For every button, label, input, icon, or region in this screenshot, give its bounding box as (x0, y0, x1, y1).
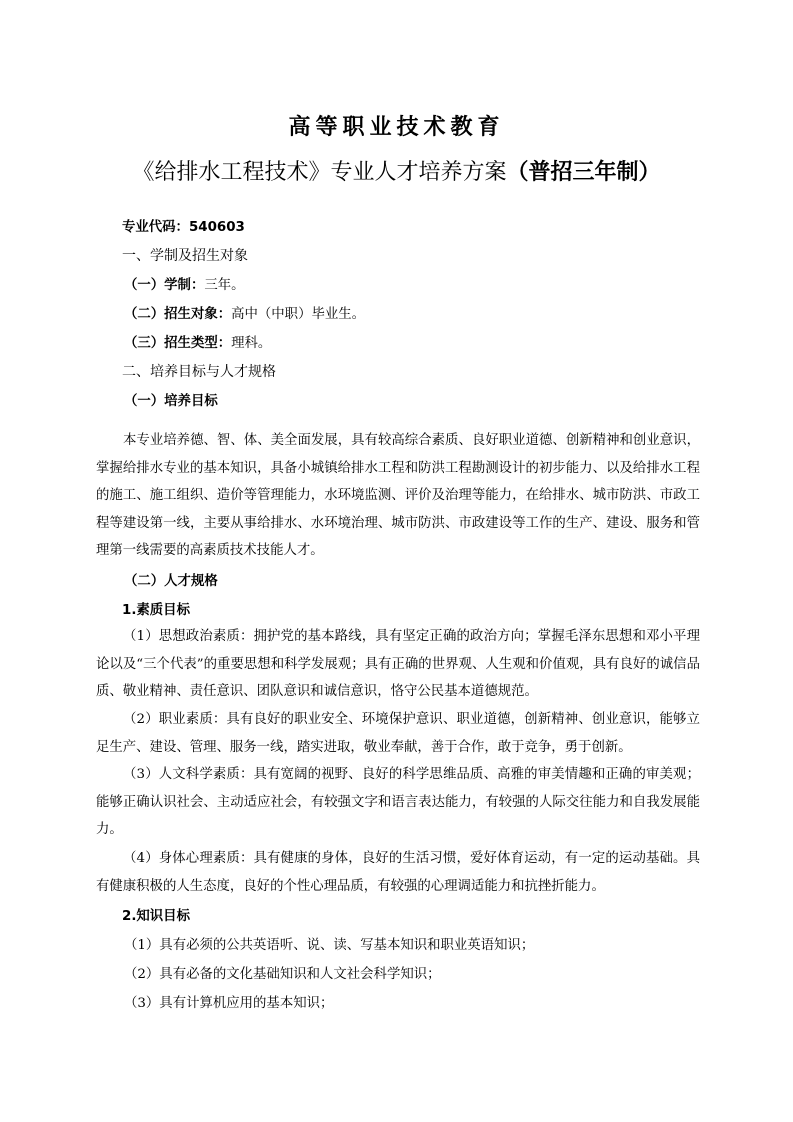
section1-item (96, 329, 700, 358)
knowledge-item: （3）具有计算机应用的基本知识； (124, 996, 334, 1011)
knowledge-heading: 2.知识目标 (122, 909, 190, 924)
program-code (96, 213, 700, 242)
knowledge-section (96, 902, 700, 1018)
section2-heading: 二、培养目标与人才规格 (122, 364, 276, 380)
quality-item: （4）身体心理素质：具有健康的身体，良好的生活习惯，爱好体育运动，有一定的运动基础。具有健康积极的人生态度，良好的个性心理品质，有较强的心理调适能力和抗挫折能力。 (96, 851, 700, 894)
item-value: 理科。 (231, 336, 272, 351)
knowledge-item: （1）具有必须的公共英语听、说、读、写基本知识和职业英语知识； (124, 938, 535, 953)
doc-title-suffix: （普招三年制） (506, 160, 661, 185)
item-label: （一）学制： (124, 278, 205, 293)
training-goal (96, 427, 700, 565)
quality-item: （2）职业素质：具有良好的职业安全、环境保护意识、职业道德，创新精神、创业意识，能够立足生产、建设、管理、服务一线，踏实进取，敬业奉献，善于合作，敢于竞争，勇于创新。 (96, 712, 700, 755)
knowledge-item: （2）具有必备的文化基础知识和人文社会科学知识； (124, 967, 441, 982)
quality-list (96, 623, 700, 706)
doc-title-main: 《给排水工程技术》专业人才培养方案 (132, 160, 507, 185)
item-label: （二）招生对象： (124, 307, 232, 322)
program-code-label: 专业代码： (122, 220, 189, 235)
section1-item (96, 271, 700, 300)
paragraph: 本专业培养德、智、体、美全面发展，具有较高综合素质、良好职业道德、创新精神和创业意识，掌握给排水专业的基本知识，具备小城镇给排水工程和防洪工程勘测设计的初步能力、以及给排水工程的施工、施工组织、造价等管理能力，水环境监测、评价及治理等能力，在给排水、城市防洪、市政工程等建设第一线，主要从事给排水、水环境治理、城市防洪、市政建设等工作的生产、建设、服务和管理第一线需要的高素质技术技能人才。 (96, 433, 700, 558)
doc-title-line1: 高等职业技术教育 (288, 115, 505, 140)
quality-list (96, 706, 700, 761)
quality-list (96, 845, 700, 900)
item-label: （三）招生类型： (124, 336, 232, 351)
subsection-heading: （二）人才规格 (124, 574, 218, 589)
program-info (96, 213, 700, 416)
program-code-value: 540603 (188, 220, 245, 235)
item-value: 高中（中职）毕业生。 (231, 307, 366, 322)
talent-spec (96, 567, 700, 625)
quality-item: （3）人文科学素质：具有宽阔的视野、良好的科学思维品质、高雅的审美情趣和正确的审美观；能够正确认识社会、主动适应社会，有较强文字和语言表达能力，有较强的人际交往能力和自我发展能力。 (96, 767, 700, 837)
doc-title-line2 (0, 157, 793, 189)
item-value: 三年。 (204, 278, 245, 293)
quality-list (96, 761, 700, 844)
section1-heading: 一、学制及招生对象 (122, 248, 248, 264)
section1-item (96, 300, 700, 329)
subsection-heading: （一）培养目标 (124, 394, 218, 409)
quality-heading: 1.素质目标 (122, 603, 190, 618)
quality-item: （1）思想政治素质：拥护党的基本路线，具有坚定正确的政治方向；掌握毛泽东思想和邓小平理论以及“三个代表”的重要思想和科学发展观；具有正确的世界观、人生观和价值观，具有良好的诚信品质、敬业精神、责任意识、团队意识和诚信意识，恪守公民基本道德规范。 (96, 629, 700, 699)
